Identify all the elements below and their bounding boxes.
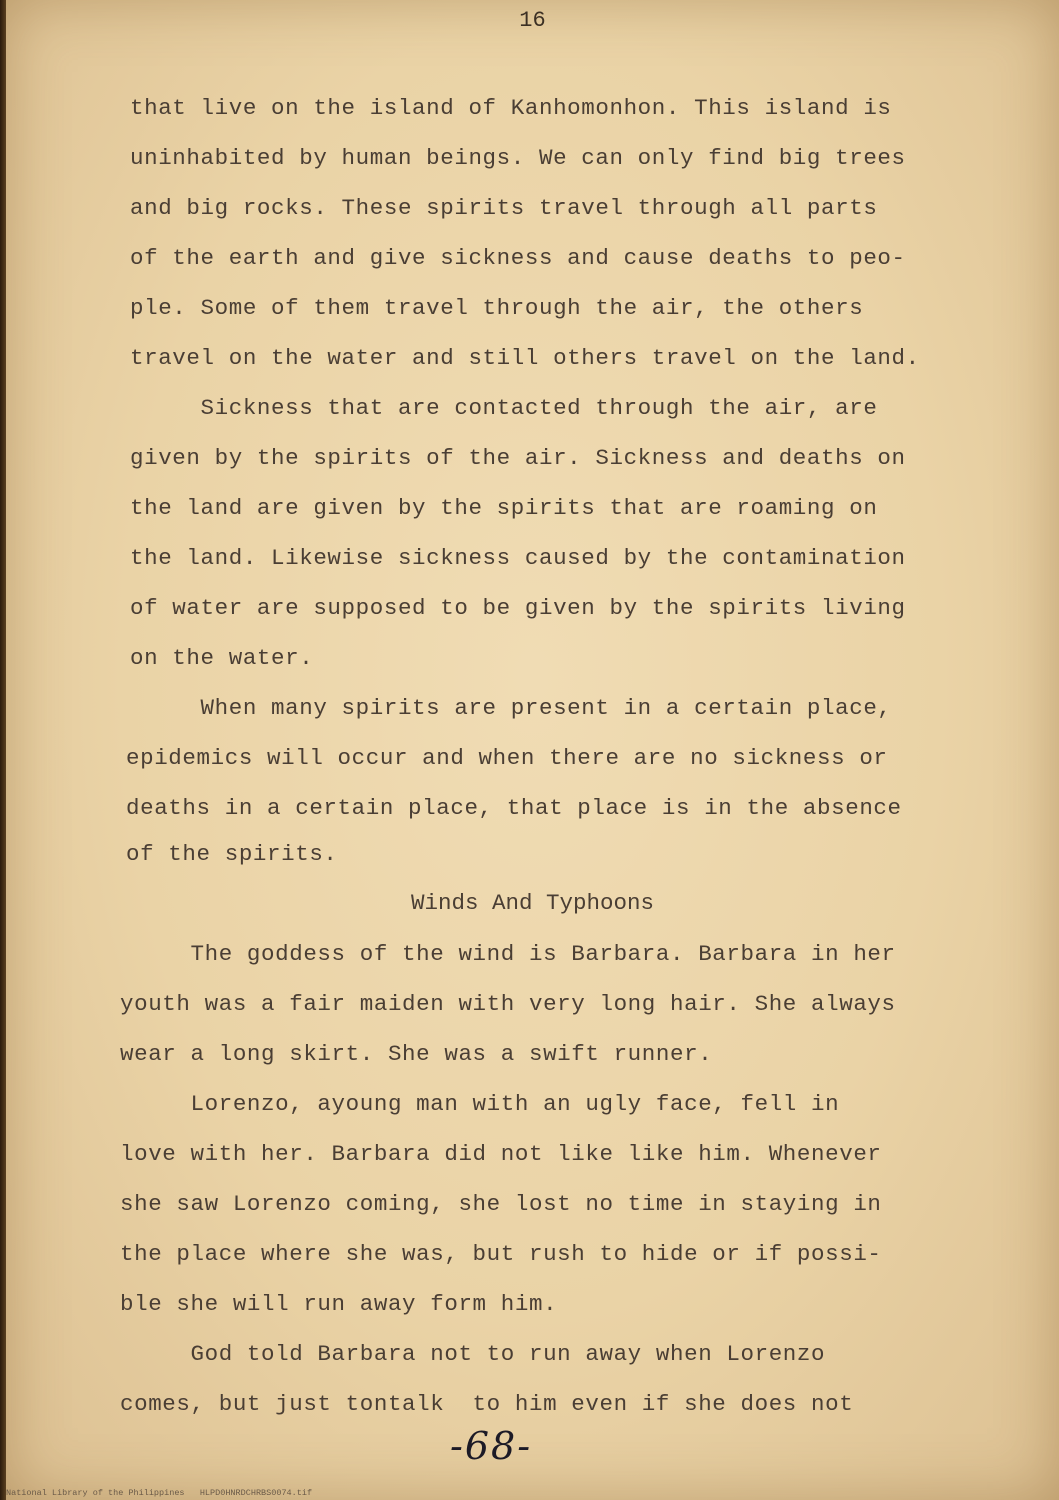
text-line: Sickness that are contacted through the air, are: [130, 395, 878, 421]
text-line: wear a long skirt. She was a swift runner.: [120, 1041, 713, 1067]
text-line: youth was a fair maiden with very long hair. She always: [120, 991, 896, 1017]
text-line: deaths in a certain place, that place is in the absence: [126, 795, 902, 821]
text-line: of the spirits.: [126, 841, 338, 867]
text-line: God told Barbara not to run away when Lorenzo: [120, 1341, 826, 1367]
text-line: comes, but just tontalk to him even if she does not: [120, 1391, 854, 1417]
handwritten-folio-number: -68-: [450, 1424, 533, 1468]
archive-footer: National Library of the Philippines HLPD0HNRDCHRBS0074.tif: [6, 1488, 313, 1498]
text-line: the land. Likewise sickness caused by the contamination: [130, 545, 906, 571]
text-line: uninhabited by human beings. We can only find big trees: [130, 145, 906, 171]
text-line: the place where she was, but rush to hide or if possi-: [120, 1241, 882, 1267]
text-line: given by the spirits of the air. Sickness and deaths on: [130, 445, 906, 471]
text-line: ble she will run away form him.: [120, 1291, 558, 1317]
document-page: [6, 0, 1059, 1500]
text-line: that live on the island of Kanhomonhon. This island is: [130, 95, 892, 121]
text-line: on the water.: [130, 645, 314, 671]
text-line: ple. Some of them travel through the air, the others: [130, 295, 864, 321]
text-line: she saw Lorenzo coming, she lost no time in staying in: [120, 1191, 882, 1217]
text-line: the land are given by the spirits that are roaming on: [130, 495, 878, 521]
text-line: love with her. Barbara did not like like him. Whenever: [120, 1141, 882, 1167]
text-line: travel on the water and still others travel on the land.: [130, 345, 920, 371]
body-text-section: [6, 0, 1059, 1500]
text-line: When many spirits are present in a certain place,: [130, 695, 892, 721]
text-line: of the earth and give sickness and cause deaths to peo-: [130, 245, 906, 271]
text-line: Lorenzo, ayoung man with an ugly face, fell in: [120, 1091, 840, 1117]
page-number: 16: [519, 8, 546, 33]
text-line: epidemics will occur and when there are no sickness or: [126, 745, 888, 771]
section-heading: Winds And Typhoons: [410, 890, 655, 916]
text-line: The goddess of the wind is Barbara. Barbara in her: [120, 941, 896, 967]
text-line: of water are supposed to be given by the spirits living: [130, 595, 906, 621]
text-line: and big rocks. These spirits travel through all parts: [130, 195, 878, 221]
